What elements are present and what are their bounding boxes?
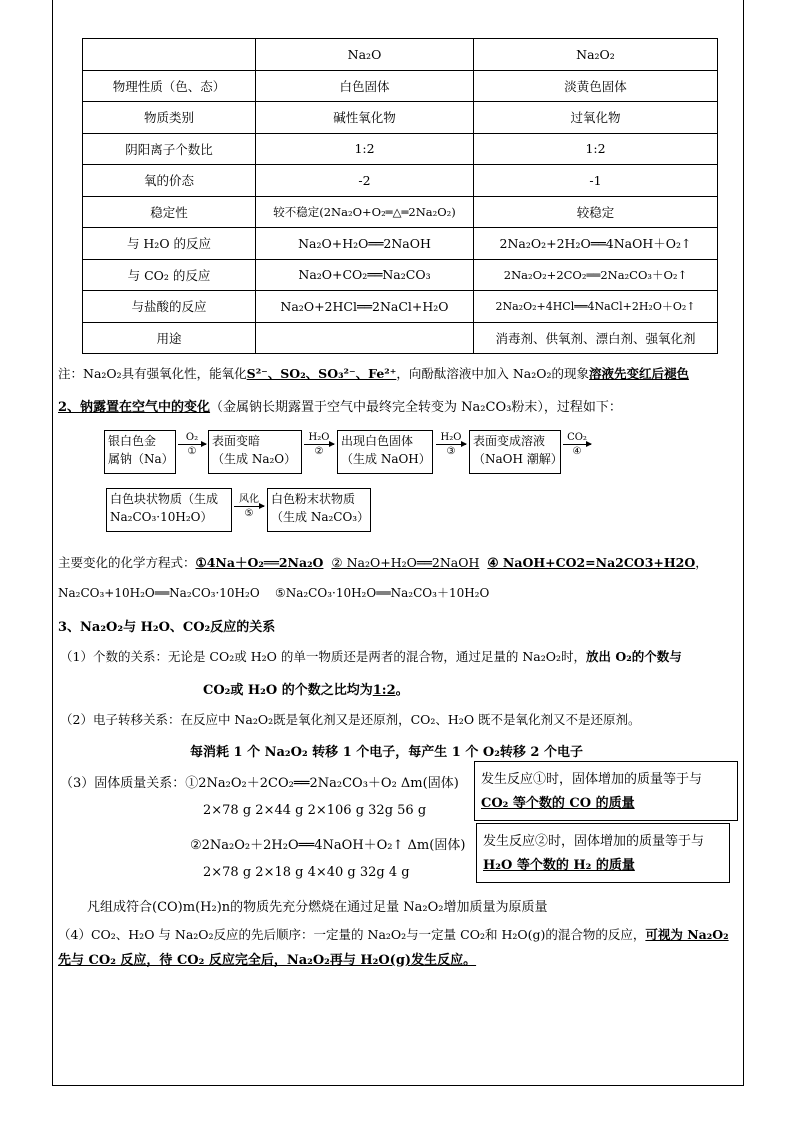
flow-arrow-1 bbox=[178, 432, 206, 457]
flow-box-text: 白色块状物质（生成 bbox=[110, 492, 219, 506]
flow-box-text: （生成 Na₂O） bbox=[212, 452, 297, 466]
na2o2-cell: -1 bbox=[474, 165, 718, 197]
equation-2: ② Na₂O+H₂O══2NaOH bbox=[331, 555, 480, 570]
flow-arrow-5 bbox=[234, 490, 264, 519]
table-row bbox=[83, 102, 718, 134]
equations-label: 主要变化的化学方程式： bbox=[58, 555, 196, 570]
section2-title: 2、钠露置在空气中的变化 bbox=[58, 400, 211, 415]
flow-box-text: （NaOH 潮解） bbox=[473, 452, 563, 466]
table-row bbox=[83, 228, 718, 260]
para2-line1: （2）电子转移关系：在反应中 Na₂O₂既是氧化剂又是还原剂，CO₂、H₂O 既不是氧化剂又不是还原剂。 bbox=[60, 712, 641, 727]
arrow-label: H₂O bbox=[440, 432, 462, 443]
para1-line2: CO₂或 H₂O 的个数之比均为1:2。 bbox=[203, 683, 409, 698]
note-box-1-line2: CO₂ 等个数的 CO 的质量 bbox=[481, 796, 635, 811]
na2o2-cell: 2Na₂O₂+2CO₂══2Na₂CO₃＋O₂↑ bbox=[474, 259, 718, 291]
na2o2-cell: 淡黄色固体 bbox=[474, 70, 718, 102]
flow-box-1 bbox=[104, 430, 176, 474]
equation-3: Na₂CO₃+10H₂O══Na₂CO₃·10H₂O bbox=[58, 586, 260, 600]
table-row bbox=[83, 133, 718, 165]
equation-sep: ， bbox=[695, 555, 708, 570]
note-box-1-line1: 发生反应①时，固体增加的质量等于与 bbox=[481, 772, 703, 787]
section3-title: 3、Na₂O₂与 H₂O、CO₂反应的关系 bbox=[58, 620, 276, 635]
para1-line1 bbox=[60, 647, 682, 665]
flow-box-2 bbox=[208, 430, 302, 474]
table-row bbox=[83, 291, 718, 323]
para1-ratio: 1:2 bbox=[372, 683, 396, 698]
flow-arrow-3 bbox=[436, 432, 466, 457]
reaction-1: ①2Na₂O₂＋2CO₂══2Na₂CO₃＋O₂ Δm(固体) bbox=[185, 776, 459, 791]
note-middle: ，向酚酞溶液中加入 Na₂O₂的现象 bbox=[396, 366, 589, 381]
na2o-cell: Na₂O+H₂O══2NaOH bbox=[256, 228, 474, 260]
comparison-table bbox=[82, 38, 718, 354]
na2o2-cell: 1:2 bbox=[474, 133, 718, 165]
table-row bbox=[83, 259, 718, 291]
flow-arrow-2 bbox=[304, 432, 334, 457]
flow-box-3 bbox=[337, 430, 433, 474]
combustion-line: 凡组成符合(CO)m(H₂)n的物质先充分燃烧在通过足量 Na₂O₂增加质量为原质量 bbox=[87, 900, 548, 915]
para2-line2: 每消耗 1 个 Na₂O₂ 转移 1 个电子，每产生 1 个 O₂转移 2 个电子 bbox=[190, 745, 584, 760]
note-prefix: 注：Na₂O₂具有强氧化性，能氧化 bbox=[58, 366, 247, 381]
row-label: 稳定性 bbox=[83, 196, 256, 228]
arrow-step: ④ bbox=[572, 446, 582, 457]
equations-line-2 bbox=[58, 584, 489, 601]
row-label: 阴阳离子个数比 bbox=[83, 133, 256, 165]
arrow-label: O₂ bbox=[185, 432, 199, 443]
na2o-cell: 较不稳定(2Na₂O+O₂═△═2Na₂O₂) bbox=[256, 196, 474, 228]
na2o2-cell: 2Na₂O₂+4HCl══4NaCl+2H₂O＋O₂↑ bbox=[474, 291, 718, 323]
na2o-cell: 碱性氧化物 bbox=[256, 102, 474, 134]
na2o-cell: 1:2 bbox=[256, 133, 474, 165]
row-label: 与 CO₂ 的反应 bbox=[83, 259, 256, 291]
para4-line2: 先与 CO₂ 反应，待 CO₂ 反应完全后，Na₂O₂再与 H₂O(g)发生反应。 bbox=[58, 953, 477, 968]
para1-text: （1）个数的关系：无论是 CO₂或 H₂O 的单一物质还是两者的混合物，通过足量的 Na₂O₂时， bbox=[60, 649, 586, 664]
arrow-label: H₂O bbox=[308, 432, 330, 443]
table-header-cell: Na₂O₂ bbox=[474, 39, 718, 71]
na2o-cell: Na₂O+CO₂══Na₂CO₃ bbox=[256, 259, 474, 291]
table-row bbox=[83, 322, 718, 354]
flow-box-text: 属钠（Na） bbox=[108, 452, 174, 466]
row-label: 物理性质（色、态） bbox=[83, 70, 256, 102]
para1-emph2: CO₂或 H₂O 的个数之比均为 bbox=[203, 683, 373, 698]
table-row bbox=[83, 196, 718, 228]
flow-box-text: 银白色金 bbox=[108, 434, 157, 448]
note-box-1 bbox=[474, 761, 738, 821]
flow-box-text: Na₂CO₃·10H₂O） bbox=[110, 510, 213, 524]
section2-heading bbox=[58, 396, 622, 415]
para3-label: （3）固体质量关系： bbox=[60, 776, 186, 791]
na2o-cell: 白色固体 bbox=[256, 70, 474, 102]
na2o-cell: -2 bbox=[256, 165, 474, 197]
na2o2-cell: 2Na₂O₂+2H₂O══4NaOH＋O₂↑ bbox=[474, 228, 718, 260]
para1-emph: 放出 O₂的个数与 bbox=[586, 649, 682, 664]
arrow-label: CO₂ bbox=[567, 432, 587, 443]
note-box-2-line2: H₂O 等个数的 H₂ 的质量 bbox=[483, 858, 635, 873]
section2-desc: （金属钠长期露置于空气中最终完全转变为 Na₂CO₃粉末），过程如下： bbox=[210, 400, 622, 415]
flow-box-text: （生成 Na₂CO₃） bbox=[271, 510, 370, 524]
equation-1: ①4Na＋O₂══2Na₂O bbox=[195, 555, 324, 570]
flow-box-text: 白色粉末状物质 bbox=[271, 492, 356, 506]
na2o-cell: Na₂O+2HCl══2NaCl+H₂O bbox=[256, 291, 474, 323]
na2o-cell bbox=[256, 322, 474, 354]
row-label: 用途 bbox=[83, 322, 256, 354]
para3-line1 bbox=[60, 772, 459, 791]
arrow-label: 风化 bbox=[239, 494, 259, 505]
row-label: 与盐酸的反应 bbox=[83, 291, 256, 323]
table-header-row bbox=[83, 39, 718, 71]
reaction-2-masses: 2×78 g 2×18 g 4×40 g 32g 4 g bbox=[203, 865, 410, 880]
arrow-step: ③ bbox=[446, 446, 456, 457]
table-header-cell bbox=[83, 39, 256, 71]
reaction-1-masses: 2×78 g 2×44 g 2×106 g 32g 56 g bbox=[203, 803, 427, 818]
flow-box-6 bbox=[267, 488, 371, 532]
arrow-step: ② bbox=[314, 446, 324, 457]
equation-5: ⑤Na₂CO₃·10H₂O══Na₂CO₃＋10H₂O bbox=[274, 586, 490, 600]
note-box-2 bbox=[476, 823, 730, 883]
flow-box-text: （生成 NaOH） bbox=[341, 452, 431, 466]
note-box-2-line1: 发生反应②时，固体增加的质量等于与 bbox=[483, 834, 705, 849]
table-header-cell: Na₂O bbox=[256, 39, 474, 71]
na2o2-cell: 过氧化物 bbox=[474, 102, 718, 134]
equation-4: ④ NaOH+CO2=Na2CO3+H2O bbox=[487, 555, 696, 570]
table-row bbox=[83, 165, 718, 197]
flow-arrow-4 bbox=[563, 432, 591, 457]
para4-line1 bbox=[58, 925, 729, 943]
na2o2-cell: 消毒剂、供氧剂、漂白剂、强氧化剂 bbox=[474, 322, 718, 354]
row-label: 物质类别 bbox=[83, 102, 256, 134]
arrow-step: ⑤ bbox=[244, 508, 254, 519]
flow-box-text: 出现白色固体 bbox=[341, 434, 414, 448]
reaction-2: ②2Na₂O₂＋2H₂O══4NaOH＋O₂↑ Δm(固体) bbox=[190, 838, 466, 853]
table-row bbox=[83, 70, 718, 102]
flow-box-text: 表面变暗 bbox=[212, 434, 261, 448]
flow-box-4 bbox=[469, 430, 561, 474]
equations-line-1 bbox=[58, 553, 708, 571]
na2o2-cell: 较稳定 bbox=[474, 196, 718, 228]
row-label: 与 H₂O 的反应 bbox=[83, 228, 256, 260]
arrow-step: ① bbox=[187, 446, 197, 457]
row-label: 氧的价态 bbox=[83, 165, 256, 197]
para4-text: （4）CO₂、H₂O 与 Na₂O₂反应的先后顺序：一定量的 Na₂O₂与一定量 CO₂和 H₂O(g)的混合物的反应， bbox=[58, 927, 646, 942]
note-line bbox=[58, 364, 689, 382]
flow-box-text: 表面变成溶液 bbox=[473, 434, 546, 448]
note-ions: S²⁻、SO₂、SO₃²⁻、Fe²⁺ bbox=[246, 366, 397, 381]
flow-box-5 bbox=[106, 488, 232, 532]
note-result: 溶液先变红后褪色 bbox=[588, 366, 689, 381]
para4-emph: 可视为 Na₂O₂ bbox=[645, 927, 729, 942]
